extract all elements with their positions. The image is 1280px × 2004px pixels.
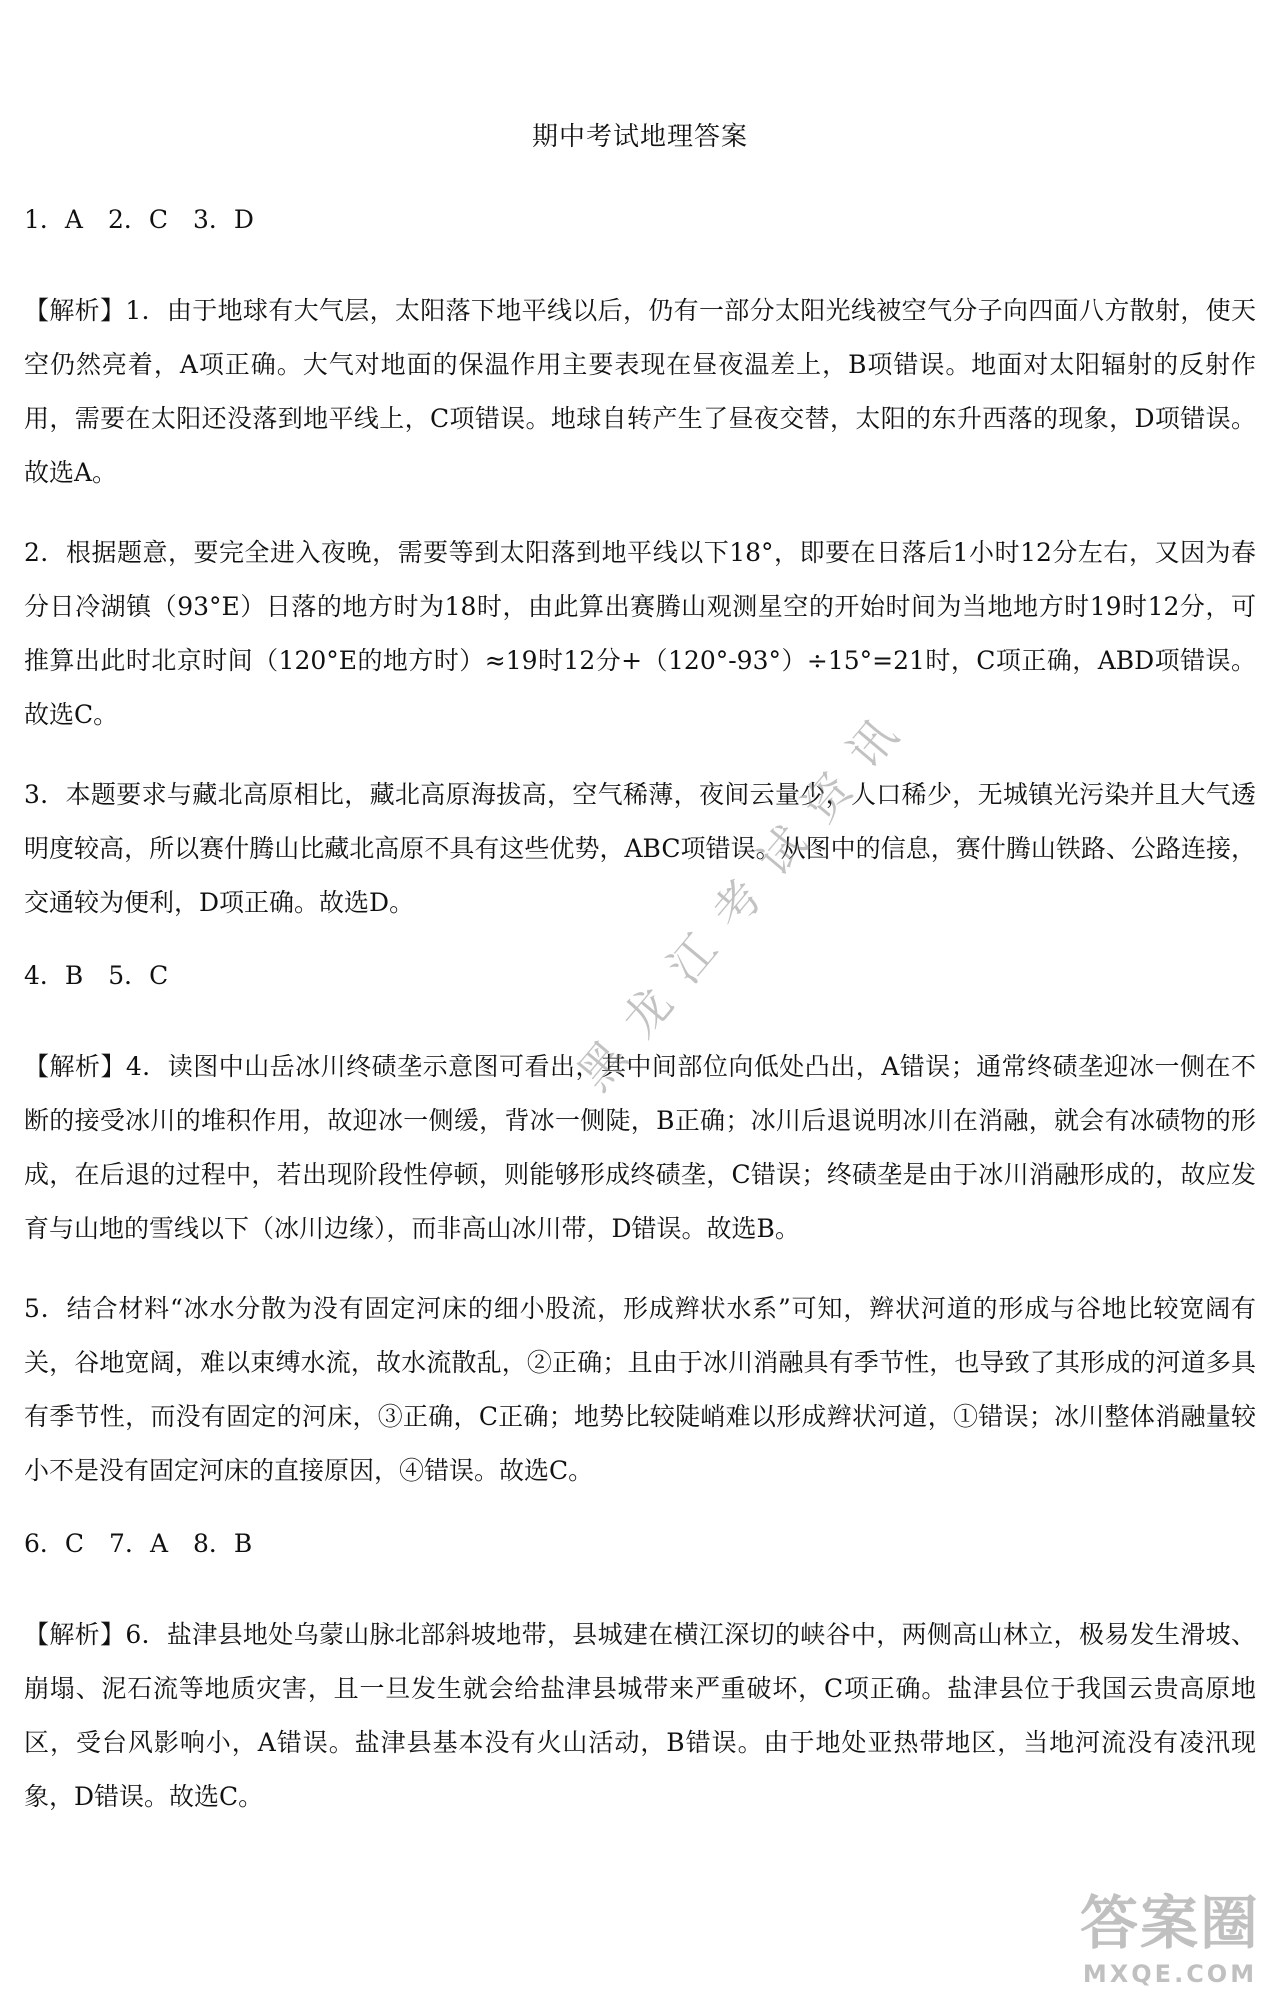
answer-line-1-3: 1．A 2．C 3．D [24, 205, 254, 234]
answer-line-6-8: 6．C 7．A 8．B [24, 1529, 253, 1558]
analysis-paragraph-6: 【解析】6．盐津县地处乌蒙山脉北部斜坡地带，县城建在横江深切的峡谷中，两侧高山林立，极易发生滑坡、崩塌、泥石流等地质灾害，且一旦发生就会给盐津县城带来严重破坏，C项正确。盐津县位于我国云贵高原地区，受台风影响小，A错误。盐津县基本没有火山活动，B错误。由于地处亚热带地区，当地河流没有凌汛现象，D错误。故选C。 [24, 1620, 1256, 1811]
answer-line-4-5: 4．B 5．C [24, 961, 169, 990]
watermark-text: 黑龙江考试资讯 [566, 690, 924, 1101]
analysis-paragraph-2: 2．根据题意，要完全进入夜晚，需要等到太阳落到地平线以下18°，即要在日落后1小时12分左右，又因为春分日冷湖镇（93°E）日落的地方时为18时，由此算出赛腾山观测星空的开始时间为当地地方时19时12分，可推算出此时北京时间（120°E的地方时）≈19时12分+（120°-93°）÷15°=21时，C项正确，ABD项错误。故选C。 [24, 538, 1256, 729]
page-title: 期中考试地理答案 [531, 122, 748, 152]
logo-mark: 答案圈 [1079, 1889, 1260, 1957]
corner-logo [1080, 1876, 1260, 1988]
logo-url: MXQE.COM [1082, 1960, 1258, 1988]
analysis-paragraph-5: 5．结合材料“冰水分散为没有固定河床的细小股流，形成辫状水系”可知，辫状河道的形成与谷地比较宽阔有关，谷地宽阔，难以束缚水流，故水流散乱，②正确；且由于冰川消融具有季节性，也导致了其形成的河道多具有季节性，而没有固定的河床，③正确，C正确；地势比较陡峭难以形成辫状河道，①错误；冰川整体消融量较小不是没有固定河床的直接原因，④错误。故选C。 [24, 1294, 1256, 1485]
analysis-paragraph-1: 【解析】1．由于地球有大气层，太阳落下地平线以后，仍有一部分太阳光线被空气分子向四面八方散射，使天空仍然亮着，A项正确。大气对地面的保温作用主要表现在昼夜温差上，B项错误。地面对太阳辐射的反射作用，需要在太阳还没落到地平线上，C项错误。地球自转产生了昼夜交替，太阳的东升西落的现象，D项错误。故选A。 [24, 296, 1256, 487]
analysis-paragraph-4: 【解析】4．读图中山岳冰川终碛垄示意图可看出，其中间部位向低处凸出，A错误；通常终碛垄迎冰一侧在不断的接受冰川的堆积作用，故迎冰一侧缓，背冰一侧陡，B正确；冰川后退说明冰川在消融，就会有冰碛物的形成，在后退的过程中，若出现阶段性停顿，则能够形成终碛垄，C错误；终碛垄是由于冰川消融形成的，故应发育与山地的雪线以下（冰川边缘），而非高山冰川带，D错误。故选B。 [24, 1052, 1256, 1243]
analysis-paragraph-3: 3．本题要求与藏北高原相比，藏北高原海拔高，空气稀薄，夜间云量少，人口稀少，无城镇光污染并且大气透明度较高，所以赛什腾山比藏北高原不具有这些优势，ABC项错误。从图中的信息，赛什腾山铁路、公路连接，交通较为便利，D项正确。故选D。 [24, 780, 1256, 917]
